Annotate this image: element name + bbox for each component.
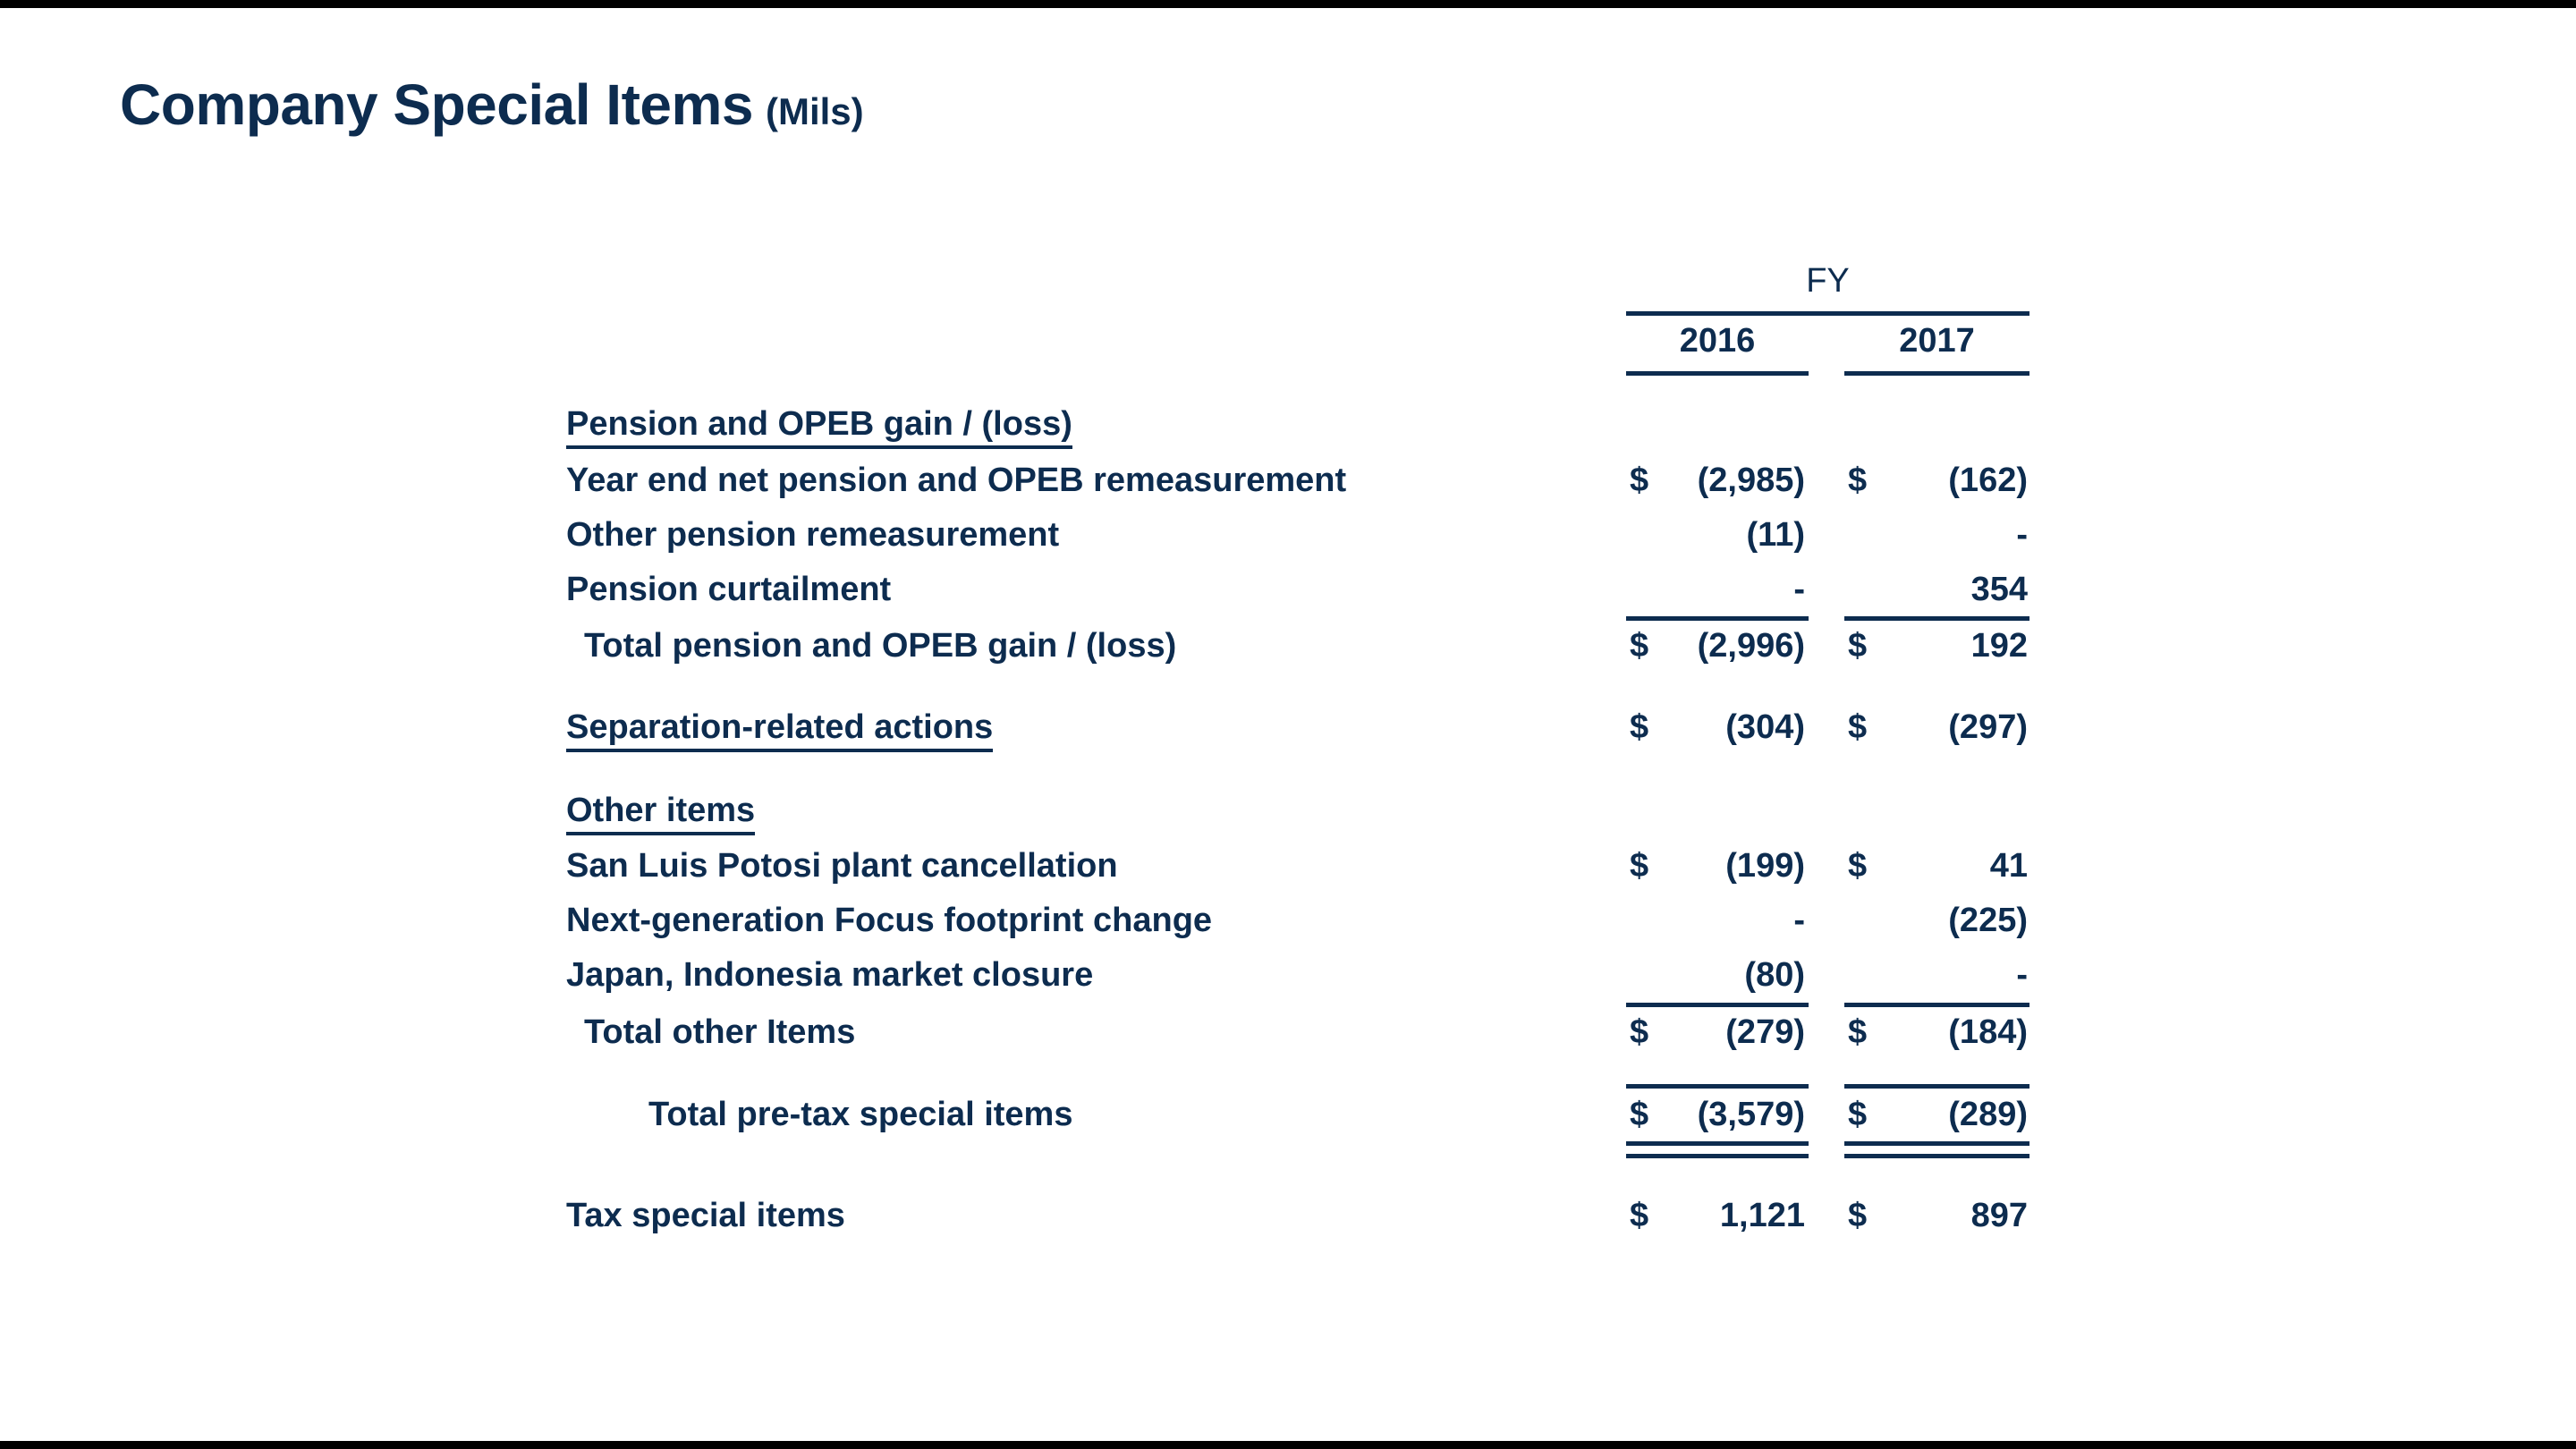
currency-symbol: $ [1848,708,1868,746]
column-group-header-fy: FY [1806,262,1850,300]
cell-value: (162) [1948,462,2028,499]
cell-value: (297) [1948,708,2028,746]
grand-total-double-rule-2016-b [1626,1154,1809,1158]
cell-value: 897 [1970,1197,2028,1234]
table-row-label: Total pre-tax special items [648,1096,1073,1133]
section-heading-separation: Separation-related actions [566,708,993,752]
subtotal-rule-2016 [1626,616,1809,621]
table-cell [1630,958,1805,994]
currency-symbol: $ [1848,462,1868,499]
cell-value: (11) [1746,516,1805,554]
currency-symbol: $ [1848,1197,1868,1234]
currency-symbol: $ [1630,1013,1649,1051]
table-cell [1848,903,2028,939]
currency-symbol: $ [1848,1013,1868,1051]
cell-value: 41 [1989,847,2028,885]
table-cell [1848,518,2028,554]
table-row-label: Japan, Indonesia market closure [566,956,1094,994]
cell-value: (279) [1725,1013,1805,1051]
table-cell [1848,849,2028,885]
cell-value: 1,121 [1719,1197,1805,1234]
cell-value: - [2016,956,2028,994]
cell-value: (184) [1948,1013,2028,1051]
column-header-rule-2016 [1626,371,1809,376]
subtotal-rule-2016 [1626,1003,1809,1007]
cell-value: (304) [1725,708,1805,746]
table-cell [1848,572,2028,608]
currency-symbol: $ [1848,1096,1868,1133]
table-cell [1630,1199,1805,1234]
page-title-units: (Mils) [765,90,864,132]
table-row-label: Other pension remeasurement [566,516,1060,554]
currency-symbol: $ [1630,627,1649,665]
table-row-label: Year end net pension and OPEB remeasurement [566,462,1347,499]
cell-value: 354 [1970,571,2028,608]
grand-total-double-rule-2017-a [1844,1141,2029,1146]
table-cell [1630,903,1805,939]
table-row-label: Tax special items [566,1197,845,1234]
subtotal-rule-2017 [1844,616,2029,621]
table-row-label: San Luis Potosi plant cancellation [566,847,1118,885]
table-cell [1630,518,1805,554]
table-row-label [566,710,1595,744]
cell-value: - [2016,516,2028,554]
table-cell [1630,629,1805,665]
table-cell [1630,463,1805,499]
cell-value: - [1793,902,1805,939]
fy-header-rule [1626,311,2029,316]
table-cell [1848,629,2028,665]
grand-total-double-rule-2017-b [1844,1154,2029,1158]
table-cell [1630,710,1805,746]
currency-symbol: $ [1848,627,1868,665]
page-title [120,72,864,137]
currency-symbol: $ [1630,847,1649,885]
cell-value: (3,579) [1697,1096,1805,1133]
cell-value: (225) [1948,902,2028,939]
table-cell [1630,572,1805,608]
column-header-rule-2017 [1844,371,2029,376]
table-row-label: Total other Items [584,1013,856,1051]
table-cell [1630,1097,1805,1133]
table-cell [1848,1015,2028,1051]
table-row-label: Total pension and OPEB gain / (loss) [584,627,1177,665]
page-title-main: Company Special Items [120,72,753,137]
currency-symbol: $ [1630,1096,1649,1133]
cell-value: (2,996) [1697,627,1805,665]
currency-symbol: $ [1630,708,1649,746]
section-heading-other-items: Other items [566,792,755,835]
column-header-2017: 2017 [1899,322,1975,360]
table-row-label: Next-generation Focus footprint change [566,902,1213,939]
currency-symbol: $ [1630,1197,1649,1234]
table-cell [1848,710,2028,746]
top-edge-bar [0,0,2576,8]
table-cell [1630,849,1805,885]
subtotal-rule-2017 [1844,1003,2029,1007]
currency-symbol: $ [1848,847,1868,885]
table-cell [1848,1199,2028,1234]
section-heading-pension: Pension and OPEB gain / (loss) [566,405,1072,449]
bottom-edge-bar [0,1441,2576,1449]
cell-value: (289) [1948,1096,2028,1133]
table-row-label: Pension curtailment [566,571,892,608]
grand-total-top-rule-2016 [1626,1084,1809,1089]
slide-canvas [0,8,2576,1441]
table-row-label [566,407,1595,441]
table-cell [1848,463,2028,499]
grand-total-double-rule-2016-a [1626,1141,1809,1146]
cell-value: (199) [1725,847,1805,885]
cell-value: (2,985) [1697,462,1805,499]
table-cell [1848,958,2028,994]
table-cell [1848,1097,2028,1133]
table-row-label [566,793,1595,827]
grand-total-top-rule-2017 [1844,1084,2029,1089]
currency-symbol: $ [1630,462,1649,499]
column-header-2016: 2016 [1679,322,1756,360]
cell-value: 192 [1970,627,2028,665]
table-cell [1630,1015,1805,1051]
cell-value: (80) [1744,956,1805,994]
cell-value: - [1793,571,1805,608]
